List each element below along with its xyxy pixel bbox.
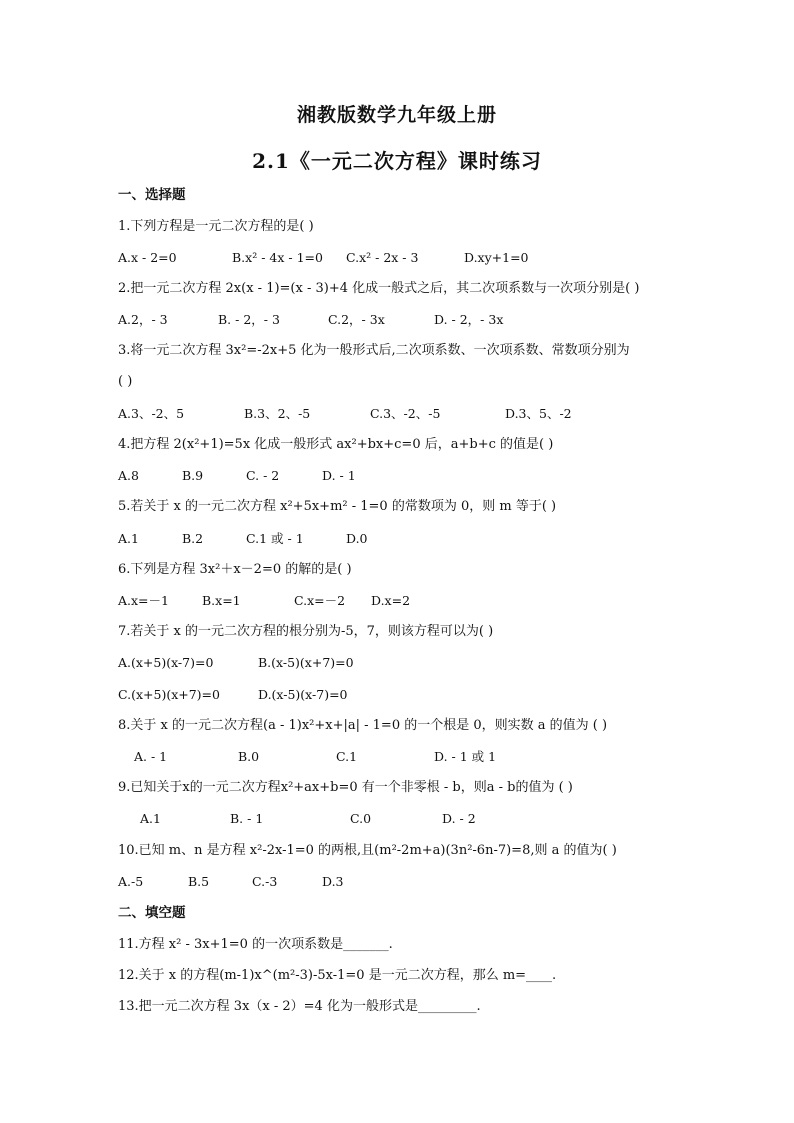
q8-option-c: C.1: [336, 749, 358, 764]
q7-option-b: B.(x-5)(x+7)=0: [258, 655, 354, 670]
q8-option-a: A. - 1: [134, 749, 168, 764]
page-title: 湘教版数学九年级上册: [296, 104, 497, 126]
q4-option-d: D. - 1: [322, 468, 356, 483]
q6-option-d: D.x=2: [371, 593, 411, 608]
question-4: 4.把方程 2(x²+1)=5x 化成一般形式 ax²+bx+c=0 后，a+b+c 的值是( ): [118, 437, 554, 452]
q9-option-b: B. - 1: [230, 811, 264, 826]
page-subtitle: 2.1《一元二次方程》课时练习: [252, 149, 542, 173]
q6-option-c: C.x=－2: [294, 593, 346, 608]
question-11: 11.方程 x² - 3x+1=0 的一次项系数是_______.: [118, 937, 393, 952]
q2-option-b: B. - 2，- 3: [218, 312, 280, 327]
question-7: 7.若关于 x 的一元二次方程的根分别为-5，7，则该方程可以为( ): [118, 624, 494, 639]
question-12: 12.关于 x 的方程(m-1)x^(m²-3)-5x-1=0 是一元二次方程，那么 m=____.: [118, 968, 557, 983]
q4-option-b: B.9: [182, 468, 204, 483]
section-heading-choice: 一、选择题: [118, 187, 186, 203]
q3-option-b: B.3、2、-5: [244, 406, 311, 421]
q1-option-c: C.x² - 2x - 3: [346, 250, 419, 265]
q5-option-d: D.0: [346, 531, 368, 546]
q4-option-a: A.8: [118, 468, 139, 483]
q2-option-c: C.2，- 3x: [328, 312, 385, 327]
q8-option-b: B.0: [238, 749, 260, 764]
q1-option-d: D.xy+1=0: [464, 250, 529, 265]
q9-option-d: D. - 2: [442, 811, 476, 826]
question-10: 10.已知 m、n 是方程 x²-2x-1=0 的两根,且(m²-2m+a)(3n²-6n-7)=8,则 a 的值为( ): [118, 843, 617, 858]
q8-option-d: D. - 1 或 1: [434, 749, 497, 764]
q1-option-b: B.x² - 4x - 1=0: [232, 250, 323, 265]
q7-option-d: D.(x-5)(x-7)=0: [258, 687, 348, 702]
q4-option-c: C. - 2: [246, 468, 280, 483]
question-3-bracket: ( ): [118, 374, 133, 389]
question-8: 8.关于 x 的一元二次方程(a - 1)x²+x+|a| - 1=0 的一个根是 0，则实数 a 的值为 ( ): [118, 718, 608, 733]
section-heading-fill: 二、填空题: [118, 905, 186, 921]
question-13: 13.把一元二次方程 3x（x - 2）=4 化为一般形式是_________.: [118, 999, 481, 1014]
q9-option-c: C.0: [350, 811, 372, 826]
question-3: 3.将一元二次方程 3x²=-2x+5 化为一般形式后,二次项系数、一次项系数、常数项分别为: [118, 343, 630, 358]
q7-option-a: A.(x+5)(x-7)=0: [118, 655, 214, 670]
q5-option-c: C.1 或 - 1: [246, 531, 304, 546]
question-2: 2.把一元二次方程 2x(x - 1)=(x - 3)+4 化成一般式之后，其二次项系数与一次项分别是( ): [118, 281, 640, 296]
q10-option-c: C.-3: [252, 874, 278, 889]
question-6: 6.下列是方程 3x²＋x－2=0 的解的是( ): [118, 562, 352, 577]
q3-option-d: D.3、5、-2: [505, 406, 572, 421]
question-9: 9.已知关于x的一元二次方程x²+ax+b=0 有一个非零根 - b，则a - b的值为 ( ): [118, 780, 573, 795]
q10-option-d: D.3: [322, 874, 344, 889]
q7-option-c: C.(x+5)(x+7)=0: [118, 687, 220, 702]
q3-option-a: A.3、-2、5: [118, 406, 185, 421]
q3-option-c: C.3、-2、-5: [370, 406, 441, 421]
q2-option-a: A.2，- 3: [118, 312, 168, 327]
q9-option-a: A.1: [140, 811, 161, 826]
question-5: 5.若关于 x 的一元二次方程 x²+5x+m² - 1=0 的常数项为 0，则 m 等于( ): [118, 499, 557, 514]
q10-option-b: B.5: [188, 874, 210, 889]
q6-option-b: B.x=1: [202, 593, 241, 608]
q5-option-b: B.2: [182, 531, 204, 546]
q1-option-a: A.x - 2=0: [118, 250, 177, 265]
q6-option-a: A.x=－1: [118, 593, 169, 608]
q10-option-a: A.-5: [118, 874, 144, 889]
q2-option-d: D. - 2，- 3x: [434, 312, 504, 327]
q5-option-a: A.1: [118, 531, 139, 546]
question-1: 1.下列方程是一元二次方程的是( ): [118, 219, 314, 234]
